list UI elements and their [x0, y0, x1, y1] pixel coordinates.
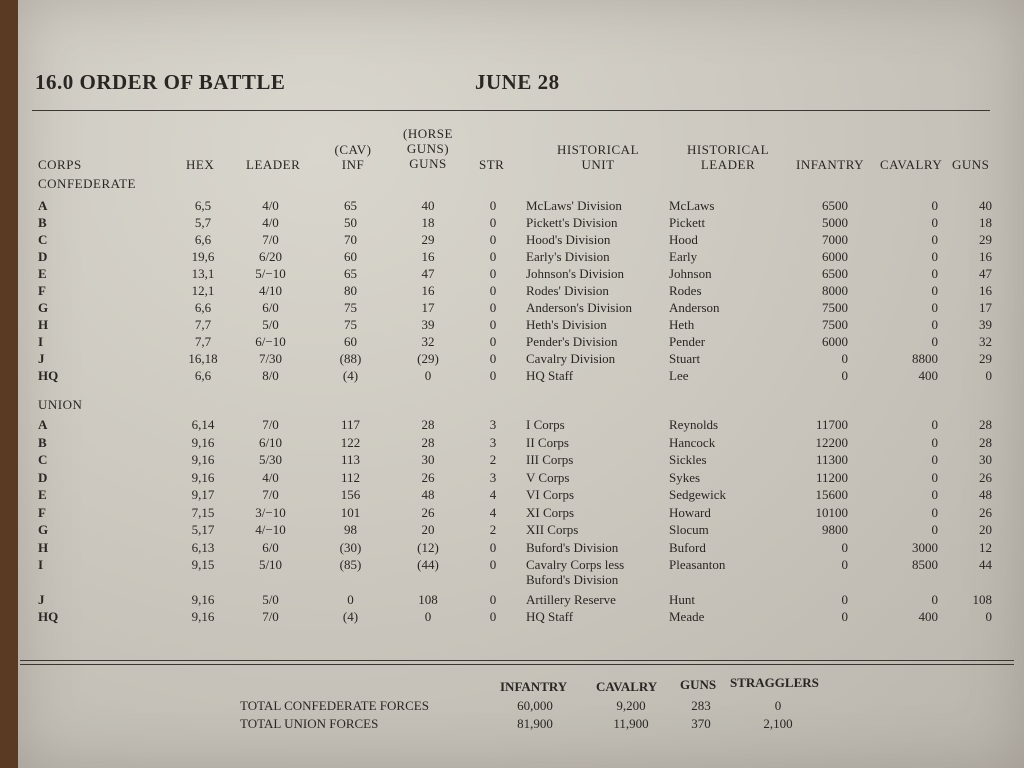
confederate-row-5-cavalry: 0 [931, 283, 938, 298]
union-row-9-hleader: Hunt [669, 591, 695, 607]
union-row-6-unit: XII Corps [526, 522, 579, 537]
confederate-row-5-infantry: 8000 [822, 283, 848, 298]
totals-header-cavalry: CAVALRY [596, 679, 658, 694]
confederate-row-1-hleader: Pickett [669, 215, 706, 230]
confederate-row-5-corps: F [38, 283, 46, 298]
confederate-row-3-leader: 6/20 [258, 249, 283, 264]
confederate-row-4-leader: 5/−10 [255, 266, 286, 281]
confederate-row-6-hex: 6,6 [194, 300, 212, 315]
totals-rule-top [20, 660, 1014, 661]
totals-row-0-label: TOTAL CONFEDERATE FORCES [240, 698, 429, 713]
confederate-row-0-leader: 4/0 [262, 198, 279, 213]
confederate-row-0-corps: A [38, 198, 48, 213]
union-row-4-tguns: 48 [979, 487, 992, 502]
header-cavalry: CAVALRY [880, 157, 943, 172]
confederate-row-7-unit: Heth's Division [526, 317, 607, 332]
totals-header-infantry: INFANTRY [500, 679, 568, 694]
union-row-9-unit: Artillery Reserve [526, 591, 616, 607]
union-row-3-tguns: 26 [979, 469, 992, 485]
union-row-4-str: 4 [489, 487, 497, 502]
union-row-0-hleader: Reynolds [669, 417, 719, 432]
confederate-row-1-corps: B [38, 215, 47, 230]
confederate-row-6-cavalry: 0 [931, 300, 938, 315]
union-row-10-infantry: 0 [841, 609, 848, 624]
confederate-row-6-guns: 17 [421, 300, 435, 315]
union-row-7-tguns: 12 [979, 539, 992, 555]
union-row-7-cavalry: 3000 [912, 539, 938, 555]
confederate-row-6-hleader: Anderson [669, 300, 720, 315]
union-row-0-tguns: 28 [979, 417, 992, 432]
union-row-8-guns: (44) [417, 557, 439, 572]
union-row-5-cavalry: 0 [931, 504, 938, 520]
union-row-0-inf: 117 [340, 417, 361, 432]
union-row-0-hex: 6,14 [191, 417, 215, 432]
confederate-row-2-hex: 6,6 [194, 232, 212, 247]
confederate-row-7-infantry: 7500 [822, 317, 848, 332]
page-title: 16.0 ORDER OF BATTLE [35, 70, 286, 94]
union-row-7-inf: (30) [339, 539, 362, 555]
confederate-row-1-str: 0 [489, 215, 497, 230]
union-row-7-corps: H [38, 539, 49, 555]
confederate-row-8-tguns: 32 [979, 334, 992, 349]
union-row-4-corps: E [38, 487, 47, 502]
totals-row-1-infantry: 81,900 [517, 716, 553, 731]
header-infantry: INFANTRY [796, 157, 865, 172]
confederate-row-2-leader: 7/0 [262, 232, 279, 247]
confederate-row-3-cavalry: 0 [931, 249, 938, 264]
union-row-3-cavalry: 0 [931, 469, 938, 485]
union-row-8-tguns: 44 [979, 557, 992, 572]
union-row-5-leader: 3/−10 [255, 504, 286, 520]
union-row-5-corps: F [38, 504, 46, 520]
union-row-4-hex: 9,17 [191, 487, 215, 502]
union-row-6-inf: 98 [344, 522, 357, 537]
union-row-7-hex: 6,13 [191, 539, 215, 555]
union-row-8-str: 0 [489, 557, 497, 572]
confederate-row-5-str: 0 [489, 283, 497, 298]
union-row-0-corps: A [38, 417, 48, 432]
union-row-7-unit: Buford's Division [526, 539, 619, 555]
confederate-row-10-hleader: Lee [669, 368, 689, 383]
union-row-7-infantry: 0 [841, 539, 848, 555]
union-row-4-inf: 156 [340, 487, 361, 502]
union-row-1-str: 3 [489, 434, 497, 450]
confederate-row-4-infantry: 6500 [822, 266, 848, 281]
totals-row-1-label: TOTAL UNION FORCES [240, 716, 379, 731]
union-row-6-corps: G [38, 522, 49, 537]
confederate-row-10-inf: (4) [342, 368, 359, 383]
union-row-2-infantry: 11300 [815, 452, 848, 467]
page-date: JUNE 28 [475, 70, 560, 94]
confederate-row-9-unit: Cavalry Division [526, 351, 616, 366]
union-row-0-leader: 7/0 [262, 417, 279, 432]
confederate-row-6-infantry: 7500 [822, 300, 848, 315]
confederate-row-7-corps: H [38, 317, 49, 332]
union-row-10-leader: 7/0 [262, 609, 279, 624]
confederate-row-2-tguns: 29 [979, 232, 992, 247]
union-row-8-infantry: 0 [841, 557, 848, 572]
header-hist-unit-line1: HISTORICAL [556, 142, 640, 157]
confederate-row-2-str: 0 [489, 232, 497, 247]
header-guns-paren-line: GUNS) [406, 141, 450, 156]
union-row-5-inf: 101 [340, 504, 361, 520]
confederate-row-4-unit: Johnson's Division [526, 266, 625, 281]
confederate-row-10-leader: 8/0 [262, 368, 279, 383]
union-row-7-hleader: Buford [669, 539, 706, 555]
union-row-2-leader: 5/30 [258, 452, 283, 467]
union-row-9-tguns: 108 [972, 591, 992, 607]
union-row-1-cavalry: 0 [931, 434, 938, 450]
union-row-1-guns: 28 [421, 434, 435, 450]
header-leader: LEADER [246, 157, 301, 172]
union-row-10-hex: 9,16 [191, 609, 215, 624]
confederate-row-9-str: 0 [489, 351, 497, 366]
confederate-row-1-hex: 5,7 [194, 215, 212, 230]
confederate-row-8-inf: 60 [344, 334, 357, 349]
union-row-8-leader: 5/10 [258, 557, 283, 572]
confederate-row-0-hex: 6,5 [194, 198, 212, 213]
confederate-row-3-hleader: Early [669, 249, 698, 264]
confederate-row-8-str: 0 [489, 334, 497, 349]
confederate-row-7-hex: 7,7 [194, 317, 212, 332]
union-row-6-cavalry: 0 [931, 522, 938, 537]
confederate-row-6-leader: 6/0 [262, 300, 279, 315]
totals-row-1-cavalry: 11,900 [613, 716, 649, 731]
confederate-row-2-cavalry: 0 [931, 232, 938, 247]
union-row-4-hleader: Sedgewick [669, 487, 727, 502]
header-cav-line: (CAV) [334, 142, 372, 157]
confederate-row-2-infantry: 7000 [822, 232, 848, 247]
union-row-0-infantry: 11700 [815, 417, 848, 432]
union-row-5-hex: 7,15 [191, 504, 215, 520]
confederate-row-7-tguns: 39 [979, 317, 992, 332]
confederate-row-1-leader: 4/0 [262, 215, 279, 230]
union-row-10-corps: HQ [38, 609, 59, 624]
union-row-2-hleader: Sickles [669, 452, 707, 467]
union-row-8-hleader: Pleasanton [669, 557, 726, 572]
confederate-row-7-str: 0 [489, 317, 497, 332]
union-row-2-guns: 30 [421, 452, 435, 467]
confederate-row-5-hleader: Rodes [669, 283, 702, 298]
union-label: UNION [38, 397, 83, 412]
union-row-10-hleader: Meade [669, 609, 705, 624]
confederate-row-10-unit: HQ Staff [526, 368, 574, 383]
confederate-row-0-guns: 40 [421, 198, 435, 213]
confederate-row-10-infantry: 0 [841, 368, 848, 383]
union-row-9-leader: 5/0 [262, 591, 279, 607]
union-row-2-hex: 9,16 [191, 452, 215, 467]
confederate-row-2-corps: C [38, 232, 48, 247]
union-row-8-cavalry: 8500 [912, 557, 938, 572]
union-row-1-infantry: 12200 [815, 434, 848, 450]
union-row-10-unit: HQ Staff [526, 609, 574, 624]
confederate-row-7-hleader: Heth [669, 317, 695, 332]
confederate-row-3-guns: 16 [421, 249, 435, 264]
union-row-5-infantry: 10100 [815, 504, 848, 520]
union-row-4-unit: VI Corps [526, 487, 575, 502]
confederate-label: CONFEDERATE [38, 176, 136, 191]
header-guns: GUNS [952, 157, 990, 172]
totals-row-0-infantry: 60,000 [517, 698, 553, 713]
confederate-row-0-hleader: McLaws [669, 198, 715, 213]
union-row-6-hex: 5,17 [191, 522, 215, 537]
union-row-6-guns: 20 [421, 522, 435, 537]
union-row-1-hex: 9,16 [191, 434, 215, 450]
confederate-row-10-cavalry: 400 [918, 368, 938, 383]
confederate-row-10-hex: 6,6 [194, 368, 212, 383]
union-row-7-guns: (12) [417, 539, 439, 555]
union-row-4-cavalry: 0 [931, 487, 938, 502]
header-corps: CORPS [38, 157, 82, 172]
union-row-10-tguns: 0 [985, 609, 992, 624]
confederate-row-7-leader: 5/0 [262, 317, 279, 332]
confederate-row-4-inf: 65 [344, 266, 357, 281]
union-row-7-leader: 6/0 [262, 539, 279, 555]
header-horse-line: (HORSE [403, 126, 453, 141]
union-row-2-unit: III Corps [526, 452, 574, 467]
confederate-row-4-hleader: Johnson [669, 266, 712, 281]
confederate-row-4-str: 0 [489, 266, 497, 281]
union-row-2-inf: 113 [340, 452, 361, 467]
union-row-9-corps: J [38, 591, 45, 607]
totals-header-guns: GUNS [680, 677, 717, 692]
confederate-row-3-tguns: 16 [979, 249, 992, 264]
confederate-row-5-inf: 80 [344, 283, 357, 298]
header-rule [32, 110, 990, 111]
union-row-0-guns: 28 [421, 417, 435, 432]
confederate-row-7-cavalry: 0 [931, 317, 938, 332]
confederate-row-1-guns: 18 [421, 215, 435, 230]
confederate-row-6-tguns: 17 [979, 300, 992, 315]
union-row-10-str: 0 [489, 609, 497, 624]
union-row-10-guns: 0 [424, 609, 432, 624]
union-row-9-infantry: 0 [841, 591, 848, 607]
union-row-0-str: 3 [489, 417, 497, 432]
confederate-row-2-unit: Hood's Division [526, 232, 611, 247]
confederate-row-9-infantry: 0 [841, 351, 848, 366]
totals-header-stragglers: STRAGGLERS [730, 675, 819, 690]
confederate-row-9-cavalry: 8800 [912, 351, 938, 366]
union-row-5-hleader: Howard [669, 504, 711, 520]
confederate-row-1-infantry: 5000 [822, 215, 848, 230]
confederate-row-7-guns: 39 [421, 317, 435, 332]
confederate-row-8-cavalry: 0 [931, 334, 938, 349]
confederate-row-4-guns: 47 [421, 266, 435, 281]
confederate-row-3-unit: Early's Division [526, 249, 610, 264]
union-row-1-inf: 122 [340, 434, 361, 450]
confederate-row-3-str: 0 [489, 249, 497, 264]
confederate-row-10-tguns: 0 [985, 368, 992, 383]
totals-row-0-stragglers: 0 [774, 698, 782, 713]
union-row-2-corps: C [38, 452, 48, 467]
union-row-4-leader: 7/0 [262, 487, 279, 502]
union-row-1-hleader: Hancock [669, 434, 716, 450]
totals-row-0-cavalry: 9,200 [616, 698, 646, 713]
header-hist-leader [673, 142, 783, 172]
confederate-row-5-hex: 12,1 [191, 283, 215, 298]
union-row-8-hex: 9,15 [191, 557, 215, 572]
header-hist-unit [538, 142, 658, 172]
confederate-row-6-unit: Anderson's Division [526, 300, 632, 315]
union-row-1-corps: B [38, 434, 47, 450]
confederate-row-0-infantry: 6500 [822, 198, 848, 213]
confederate-row-1-unit: Pickett's Division [526, 215, 618, 230]
header-cav-inf [323, 142, 383, 172]
union-row-4-guns: 48 [421, 487, 435, 502]
confederate-row-5-tguns: 16 [979, 283, 992, 298]
union-row-3-corps: D [38, 469, 48, 485]
union-row-9-inf: 0 [347, 591, 354, 607]
confederate-row-9-hex: 16,18 [188, 351, 218, 366]
totals-row-1-guns: 370 [691, 716, 711, 731]
union-row-6-hleader: Slocum [669, 522, 709, 537]
confederate-row-1-tguns: 18 [979, 215, 992, 230]
union-row-1-unit: II Corps [526, 434, 569, 450]
confederate-row-9-inf: (88) [339, 351, 362, 366]
union-row-10-inf: (4) [342, 609, 359, 624]
totals-rule-bottom [20, 664, 1014, 665]
confederate-row-8-infantry: 6000 [822, 334, 848, 349]
union-row-6-infantry: 9800 [822, 522, 848, 537]
union-row-6-tguns: 20 [979, 522, 992, 537]
header-horse-guns [393, 126, 463, 171]
confederate-row-9-tguns: 29 [979, 351, 992, 366]
confederate-row-5-leader: 4/10 [258, 283, 283, 298]
union-row-9-cavalry: 0 [931, 591, 938, 607]
confederate-row-7-inf: 75 [344, 317, 357, 332]
union-row-3-hex: 9,16 [191, 469, 215, 485]
confederate-row-4-hex: 13,1 [191, 266, 215, 281]
union-row-2-cavalry: 0 [931, 452, 938, 467]
union-row-5-guns: 26 [421, 504, 435, 520]
union-row-9-guns: 108 [418, 591, 438, 607]
confederate-row-9-leader: 7/30 [258, 351, 283, 366]
confederate-row-2-guns: 29 [421, 232, 435, 247]
confederate-row-8-hex: 7,7 [194, 334, 212, 349]
union-row-3-unit: V Corps [526, 469, 570, 485]
header-guns-line: GUNS [409, 156, 447, 171]
confederate-row-0-unit: McLaws' Division [526, 198, 622, 213]
confederate-row-0-tguns: 40 [979, 198, 992, 213]
confederate-row-1-inf: 50 [344, 215, 357, 230]
header-hist-leader-line2: LEADER [700, 157, 756, 172]
confederate-row-6-inf: 75 [344, 300, 357, 315]
union-row-3-leader: 4/0 [262, 469, 279, 485]
union-row-4-infantry: 15600 [815, 487, 848, 502]
header-hist-unit-line2: UNIT [581, 157, 615, 172]
union-row-8-unit: Cavalry Corps less [526, 557, 625, 572]
confederate-row-9-guns: (29) [417, 351, 439, 366]
confederate-row-5-guns: 16 [421, 283, 435, 298]
union-row-0-unit: I Corps [526, 417, 565, 432]
union-row-3-infantry: 11200 [815, 469, 848, 485]
confederate-row-8-leader: 6/−10 [255, 334, 286, 349]
union-row-9-hex: 9,16 [191, 591, 215, 607]
union-row-5-str: 4 [489, 504, 497, 520]
confederate-row-8-unit: Pender's Division [526, 334, 618, 349]
document-sheet [18, 0, 1024, 768]
totals-row-1-stragglers: 2,100 [763, 716, 793, 731]
confederate-row-1-cavalry: 0 [931, 215, 938, 230]
header-str: STR [479, 157, 505, 172]
confederate-row-3-hex: 19,6 [191, 249, 215, 264]
confederate-row-10-guns: 0 [424, 368, 432, 383]
header-inf-line: INF [341, 157, 365, 172]
union-row-6-leader: 4/−10 [255, 522, 286, 537]
confederate-row-10-str: 0 [489, 368, 497, 383]
header-hist-leader-line1: HISTORICAL [686, 142, 770, 157]
union-row-2-tguns: 30 [979, 452, 992, 467]
confederate-row-5-unit: Rodes' Division [526, 283, 609, 298]
union-row-8-corps: I [38, 557, 44, 572]
confederate-row-4-tguns: 47 [979, 266, 992, 281]
confederate-row-3-corps: D [38, 249, 48, 264]
union-row-1-tguns: 28 [979, 434, 992, 450]
confederate-row-6-corps: G [38, 300, 49, 315]
union-row-6-str: 2 [489, 522, 497, 537]
totals-row-0-guns: 283 [691, 698, 711, 713]
union-row-2-str: 2 [489, 452, 497, 467]
confederate-row-4-cavalry: 0 [931, 266, 938, 281]
confederate-row-4-corps: E [38, 266, 47, 281]
union-row-9-str: 0 [489, 591, 497, 607]
union-row-8-unit2: Buford's Division [526, 572, 619, 587]
union-row-5-tguns: 26 [979, 504, 992, 520]
union-row-1-leader: 6/10 [258, 434, 283, 450]
header-hex: HEX [186, 157, 215, 172]
confederate-row-3-infantry: 6000 [822, 249, 848, 264]
confederate-row-10-corps: HQ [38, 368, 59, 383]
union-row-3-str: 3 [489, 469, 497, 485]
confederate-row-3-inf: 60 [344, 249, 357, 264]
confederate-row-0-inf: 65 [344, 198, 357, 213]
confederate-row-9-corps: J [38, 351, 45, 366]
union-row-8-inf: (85) [339, 557, 362, 572]
confederate-row-8-guns: 32 [421, 334, 435, 349]
union-row-10-cavalry: 400 [918, 609, 938, 624]
union-row-0-cavalry: 0 [931, 417, 938, 432]
union-row-5-unit: XI Corps [526, 504, 575, 520]
confederate-row-2-inf: 70 [344, 232, 357, 247]
union-row-3-inf: 112 [340, 469, 361, 485]
confederate-row-2-hleader: Hood [669, 232, 698, 247]
confederate-row-8-hleader: Pender [669, 334, 706, 349]
union-row-7-str: 0 [489, 539, 497, 555]
confederate-row-0-str: 0 [489, 198, 497, 213]
confederate-row-9-hleader: Stuart [669, 351, 701, 366]
union-row-3-guns: 26 [421, 469, 435, 485]
union-row-3-hleader: Sykes [669, 469, 701, 485]
confederate-row-0-cavalry: 0 [931, 198, 938, 213]
confederate-row-8-corps: I [38, 334, 44, 349]
confederate-row-6-str: 0 [489, 300, 497, 315]
